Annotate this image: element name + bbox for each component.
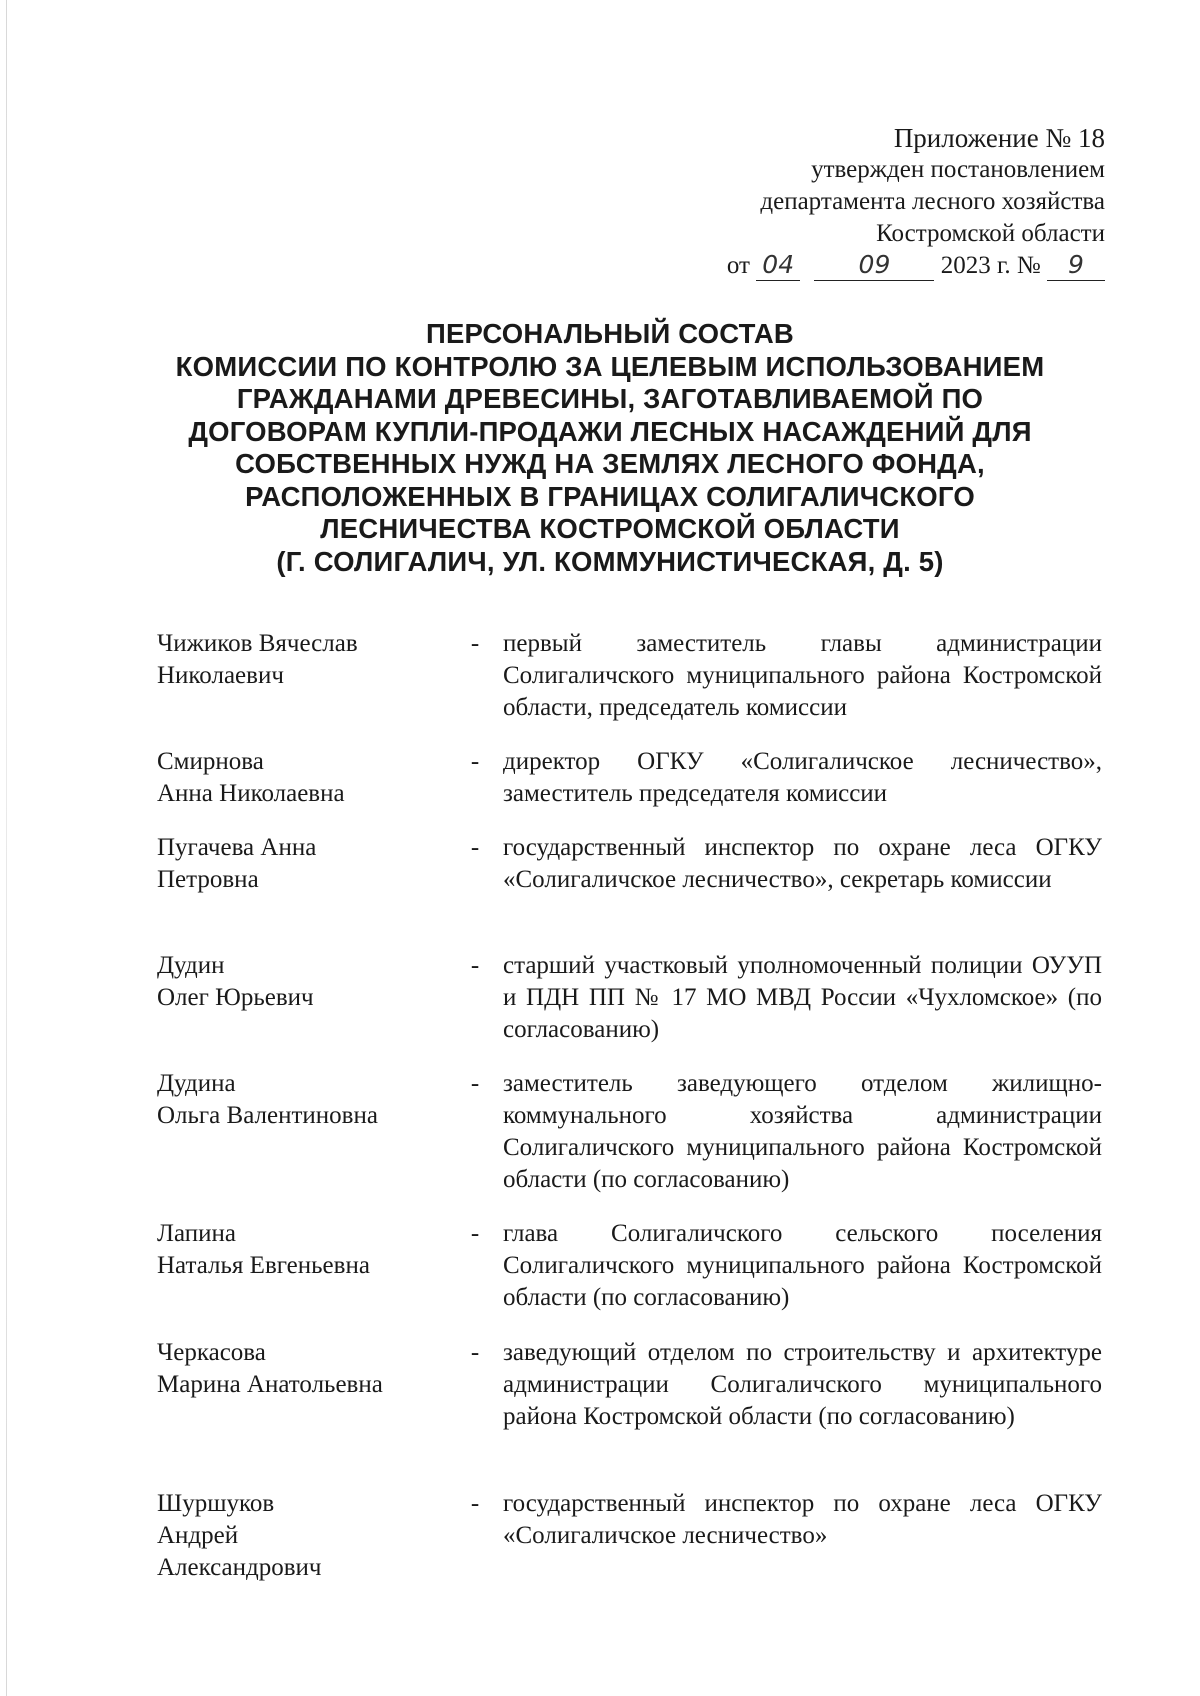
member-dash: - [470,748,480,775]
scan-edge-line [6,0,7,1696]
handwritten-month: 09 [814,252,934,281]
member-dash: - [470,1070,480,1097]
date-prefix: от [726,252,750,279]
member-role: заведующий отделом по строительству и архитектуре администрации Солигаличского муниципального района Костромской области (по согласованию) [503,1339,1102,1430]
member-role: первый заместитель главы администрации Солигаличского муниципального района Костромской области, председатель комиссии [503,630,1102,721]
member-dash: - [470,1490,480,1517]
member-name: Лапина Наталья Евгеньевна [157,1220,370,1279]
member-role: государственный инспектор по охране леса ОГКУ «Солигаличское лесничество» [503,1490,1102,1549]
member-name: Смирнова Анна Николаевна [157,748,345,807]
member-dash: - [470,952,480,979]
appendix-department-line: департамента лесного хозяйства [760,188,1105,215]
handwritten-decree-number: 9 [1047,252,1105,281]
appendix-header [545,122,1105,282]
member-name: Шуршуков Андрей Александрович [157,1490,322,1581]
title-line: ЛЕСНИЧЕСТВА КОСТРОМСКОЙ ОБЛАСТИ [320,513,900,544]
member-name: Дудина Ольга Валентиновна [157,1070,378,1129]
title-line: РАСПОЛОЖЕННЫХ В ГРАНИЦАХ СОЛИГАЛИЧСКОГО [245,480,975,512]
member-dash: - [470,1339,480,1366]
member-role: директор ОГКУ «Солигаличское лесничество», заместитель председателя комиссии [503,748,1102,807]
member-name: Дудин Олег Юрьевич [157,952,314,1011]
date-year: 2023 г. № [940,252,1041,279]
title-line: ГРАЖДАНАМИ ДРЕВЕСИНЫ, ЗАГОТАВЛИВАЕМОЙ ПО [236,383,984,414]
member-name: Чижиков Вячеслав Николаевич [157,630,358,689]
appendix-region-line: Костромской области [876,220,1105,247]
member-dash: - [470,1220,480,1247]
member-name: Пугачева Анна Петровна [157,834,317,893]
member-dash: - [470,630,480,657]
handwritten-day: 04 [756,252,800,281]
member-role: старший участковый уполномоченный полиции ОУУП и ПДН ПП № 17 МО МВД России «Чухломское» (по согласованию) [503,952,1102,1043]
member-role: заместитель заведующего отделом жилищно-коммунального хозяйства администрации Солигаличского муниципального района Костромской области (по согласованию) [503,1070,1102,1193]
member-role: государственный инспектор по охране леса ОГКУ «Солигаличское лесничество», секретарь комиссии [503,834,1102,893]
appendix-approved-line: утвержден постановлением [811,156,1105,183]
title-line: КОМИССИИ ПО КОНТРОЛЮ ЗА ЦЕЛЕВЫМ ИСПОЛЬЗОВАНИЕМ [175,350,1045,382]
appendix-number: Приложение № 18 [893,123,1105,153]
member-dash: - [470,834,480,861]
title-line: (Г. СОЛИГАЛИЧ, УЛ. КОММУНИСТИЧЕСКАЯ, Д. 5) [276,545,944,577]
document-title [140,318,1080,578]
member-name: Черкасова Марина Анатольевна [157,1339,383,1398]
decree-date-row [545,250,1105,282]
member-role: глава Солигаличского сельского поселения Солигаличского муниципального района Костромской области (по согласованию) [503,1220,1102,1311]
title-line: СОБСТВЕННЫХ НУЖД НА ЗЕМЛЯХ ЛЕСНОГО ФОНДА, [235,448,985,479]
title-line: ПЕРСОНАЛЬНЫЙ СОСТАВ [426,318,794,349]
title-line: ДОГОВОРАМ КУПЛИ-ПРОДАЖИ ЛЕСНЫХ НАСАЖДЕНИЙ ДЛЯ [188,415,1032,447]
